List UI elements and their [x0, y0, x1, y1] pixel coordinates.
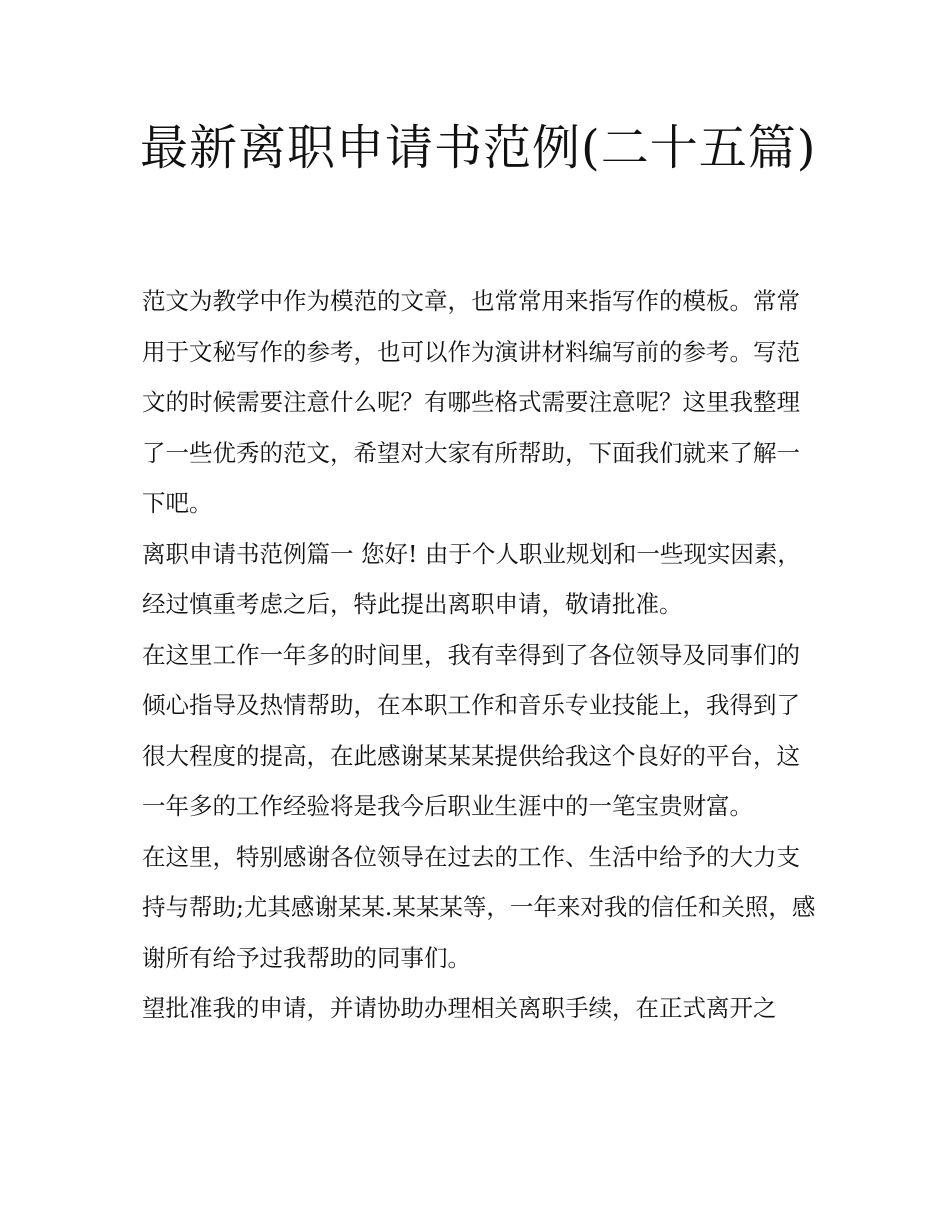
document-title: 最新离职申请书范例(二十五篇) — [140, 120, 817, 176]
gratitude-paragraph: 在这里工作一年多的时间里，我有幸得到了各位领导及同事们的倾心指导及热情帮助，在本职工作和音乐专业技能上，我得到了很大程度的提高，在此感谢某某某提供给我这个良好的平台，这一年多的工作经验将是我今后职业生涯中的一笔宝贵财富。 — [142, 640, 800, 820]
intro-paragraph: 范文为教学中作为模范的文章，也常常用来指写作的模板。常常用于文秘写作的参考，也可以作为演讲材料编写前的参考。写范文的时候需要注意什么呢？有哪些格式需要注意呢？这里我整理了一些优秀的范文，希望对大家有所帮助，下面我们就来了解一下吧。 — [142, 287, 800, 517]
document-body — [142, 276, 818, 1034]
example-one-paragraph: 离职申请书范例篇一 您好! 由于个人职业规划和一些现实因素，经过慎重考虑之后，特此提出离职申请，敬请批准。 — [142, 539, 801, 618]
request-paragraph: 望批准我的申请，并请协助办理相关离职手续，在正式离开之 — [142, 994, 777, 1022]
thanks-paragraph: 在这里，特别感谢各位领导在过去的工作、生活中给予的大力支持与帮助;尤其感谢某某.某某某等，一年来对我的信任和关照，感谢所有给予过我帮助的同事们。 — [142, 842, 816, 972]
